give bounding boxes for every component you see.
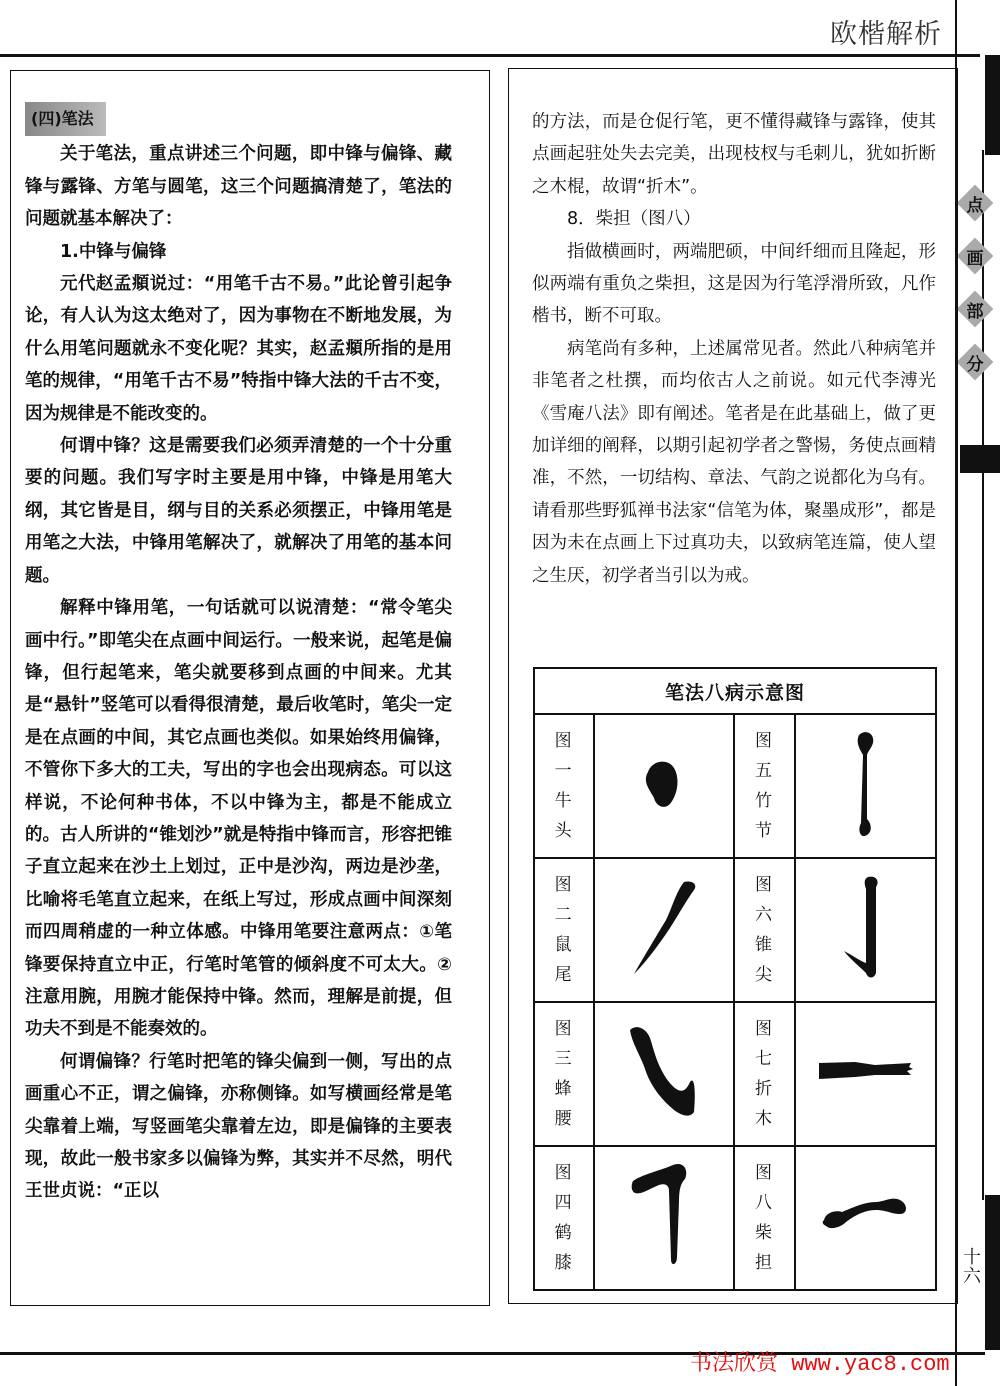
side-tab-block-mid xyxy=(960,445,1000,473)
section-heading: (四)笔法 xyxy=(25,102,106,136)
crane-knee-stroke-icon xyxy=(594,1146,734,1290)
figure-label: 图一 牛头 xyxy=(534,714,594,858)
side-tab-block-bottom xyxy=(985,1195,1000,1350)
figure-label: 图八 柴担 xyxy=(734,1146,794,1290)
wasp-waist-stroke-icon xyxy=(594,1002,734,1146)
eight-faults-figure-table xyxy=(533,667,937,1291)
left-column-text xyxy=(25,102,452,1208)
figure-label: 图七 折木 xyxy=(734,1002,794,1146)
header-rule xyxy=(0,54,980,57)
table-row xyxy=(534,858,936,1002)
subheading: 1.中锋与偏锋 xyxy=(60,241,167,262)
bamboo-joint-stroke-icon xyxy=(795,714,936,858)
side-tab-char: 画 xyxy=(966,249,984,269)
paragraph: 何谓中锋？这是需要我们必须弄清楚的一个十分重要的问题。我们写字时主要是用中锋，中锋是用笔大纲，其它皆是目，纲与目的关系必须摆正，中锋用笔是用笔之大法，中锋用笔解决了，就解决了用笔的基本问题。 xyxy=(25,436,452,586)
paragraph: 病笔尚有多种，上述属常见者。然此八种病笔并非笔者之杜撰，而均依古人之前说。如元代李溥光《雪庵八法》即有阐述。笔者是在此基础上，做了更加详细的阐释，以期引起初学者之警惕，务使点画精准，不然，一切结构、章法、气韵之说都化为乌有。请看那些野狐禅书法家“信笔为体，聚墨成形”，都是因为未在点画上下过真功夫，以致病笔连篇，使人望之生厌，初学者当引以为戒。 xyxy=(532,338,936,586)
subheading: 8．柴担（图八） xyxy=(567,209,701,230)
figure-label: 图四 鹤膝 xyxy=(534,1146,594,1290)
paragraph: 解释中锋用笔，一句话就可以说清楚：“常令笔尖画中行。”即笔尖在点画中间运行。一般来说，起笔是偏锋，但行起笔来，笔尖就要移到点画的中间来。尤其是“悬针”竖笔可以看得很清楚，最后收笔时，笔尖一定是在点画的中间，其它点画也类似。如果始终用偏锋，不管你下多大的工夫，写出的字也会出现病态。可以这样说，不论何种书体，不以中锋为主，都是不能成立的。古人所讲的“锥划沙”就是特指中锋而言，形容把锥子直立起来在沙土上划过，正中是沙沟，两边是沙垄，比喻将毛笔直立起来，在纸上写过，形成点画中间深刻而四周稍虚的一种立体感。中锋用笔要注意两点：①笔锋要保持直立中正，行笔时笔管的倾斜度不可太大。②注意用腕，用腕才能保持中锋。然而，理解是前提，但功夫不到是不能奏效的。 xyxy=(25,598,452,1040)
figure-label: 图五 竹节 xyxy=(734,714,794,858)
figure-label: 图三 蜂腰 xyxy=(534,1002,594,1146)
page-header-title: 欧楷解析 xyxy=(830,19,942,50)
table-row xyxy=(534,1146,936,1290)
paragraph: 指做横画时，两端肥硕，中间纤细而且隆起，形似两端有重负之柴担，这是因为行笔浮滑所致，凡作楷书，断不可取。 xyxy=(532,241,936,327)
paragraph: 的方法，而是仓促行笔，更不懂得藏锋与露锋，使其点画起驻处失去完美，出现枝杈与毛刺儿，犹如折断之木棍，故谓“折木”。 xyxy=(532,112,936,197)
figure-table-title: 笔法八病示意图 xyxy=(534,668,936,714)
table-row xyxy=(534,1002,936,1146)
awl-tip-stroke-icon xyxy=(795,858,936,1002)
side-tab-char: 部 xyxy=(966,302,984,322)
paragraph: 关于笔法，重点讲述三个问题，即中锋与偏锋、藏锋与露锋、方笔与圆笔，这三个问题搞清楚了，笔法的问题就基本解决了： xyxy=(25,144,452,230)
firewood-pole-stroke-icon xyxy=(795,1146,936,1290)
page-number: 十 六 xyxy=(963,1247,981,1287)
table-row xyxy=(534,714,936,858)
side-tab-char: 点 xyxy=(966,196,984,216)
right-column-text xyxy=(532,106,936,592)
side-tab-block-top xyxy=(985,55,1000,155)
paragraph: 元代赵孟頫说过：“用笔千古不易。”此论曾引起争论，有人认为这太绝对了，因为事物在不断地发展，为什么用笔问题就永不变化呢？其实，赵孟頫所指的是用笔的规律，“用笔千古不易”特指中锋大法的千古不变，因为规律是不能改变的。 xyxy=(25,274,452,424)
side-tab-char: 分 xyxy=(966,355,984,375)
figure-label: 图六 锥尖 xyxy=(734,858,794,1002)
ox-head-stroke-icon xyxy=(594,714,734,858)
paragraph: 何谓偏锋？行笔时把笔的锋尖偏到一侧，写出的点画重心不正，谓之偏锋，亦称侧锋。如写横画经常是笔尖靠着上端，写竖画笔尖靠着左边，即是偏锋的主要表现，故此一般书家多以偏锋为弊，其实并不尽然，明代王世贞说：“正以 xyxy=(25,1051,452,1202)
figure-label: 图二 鼠尾 xyxy=(534,858,594,1002)
watermark: 书法欣赏 www.yac8.com xyxy=(690,1352,950,1377)
broken-wood-stroke-icon xyxy=(795,1002,936,1146)
rat-tail-stroke-icon xyxy=(594,858,734,1002)
